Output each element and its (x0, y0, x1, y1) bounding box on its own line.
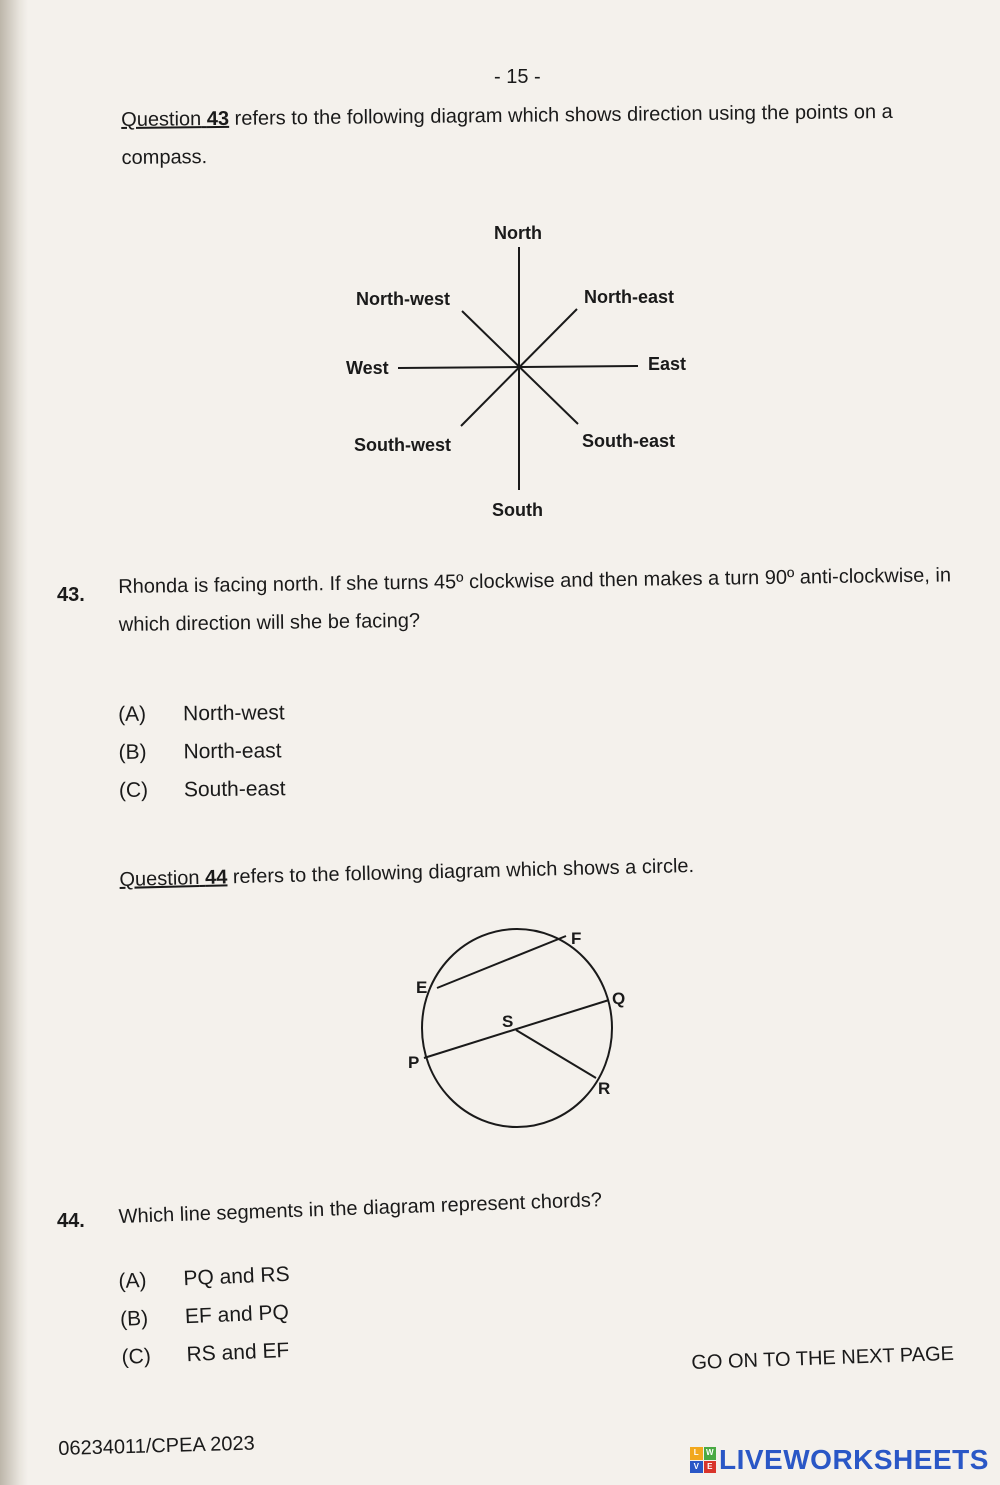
compass-label-south-west: South-west (354, 435, 451, 455)
page-number: - 15 - (494, 66, 541, 88)
radius-sr (516, 1030, 596, 1078)
option-letter: (C) (118, 778, 149, 802)
question-44-text: Which line segments in the diagram represent chords? (118, 1189, 603, 1228)
option-text: North-east (183, 739, 282, 764)
liveworksheets-wordmark: LIVEWORKSHEETS (719, 1444, 989, 1475)
option-text: North-west (182, 701, 285, 726)
exam-code: 06234011/CPEA 2023 (58, 1432, 256, 1460)
question-43-number: 43. (57, 584, 85, 606)
liveworksheets-logo-icon: L W V E (690, 1447, 716, 1473)
compass-label-east: East (648, 354, 687, 374)
option-text: RS and EF (186, 1338, 290, 1367)
option-letter: (C) (121, 1344, 152, 1369)
chord-ef (437, 936, 566, 988)
circle-label-f: F (571, 929, 582, 948)
option-letter: (B) (118, 740, 147, 764)
circle-label-s: S (502, 1012, 514, 1031)
compass-label-north: North (494, 223, 542, 243)
option-text: EF and PQ (184, 1300, 290, 1329)
compass-label-north-east: North-east (584, 287, 675, 307)
option-text: PQ and RS (182, 1262, 291, 1291)
circle-label-q: Q (612, 989, 626, 1008)
compass-label-west: West (346, 358, 389, 378)
question-44-intro-text: refers to the following diagram which shows a circle. (227, 854, 695, 889)
circle-label-e: E (416, 978, 428, 997)
compass-label-south-east: South-east (582, 431, 676, 451)
circle-label-p: P (408, 1053, 420, 1072)
question-43-options (118, 701, 286, 817)
option-letter: (B) (119, 1306, 149, 1331)
option-letter: (A) (118, 1268, 147, 1293)
circle-label-r: R (598, 1079, 611, 1098)
question-44-ref: Question 44 (119, 866, 228, 891)
question-43-text: Rhonda is facing north. If she turns 45º clockwise and then makes a turn 90º anti-clockwise, in which direction will she be facing? (118, 564, 952, 636)
go-to-next-page-text: GO ON TO THE NEXT PAGE (691, 1342, 955, 1374)
liveworksheets-brand[interactable] (690, 1443, 989, 1477)
compass-label-south: South (492, 500, 543, 520)
question-43-intro-text: refers to the following diagram which shows direction using the points on a compass. (121, 100, 893, 169)
question-44-number: 44. (57, 1210, 85, 1232)
question-43-ref: Question 43 (121, 107, 230, 131)
compass-label-north-west: North-west (356, 289, 450, 309)
option-letter: (A) (118, 702, 147, 726)
chord-pq (424, 1000, 609, 1058)
option-text: South-east (183, 777, 286, 802)
